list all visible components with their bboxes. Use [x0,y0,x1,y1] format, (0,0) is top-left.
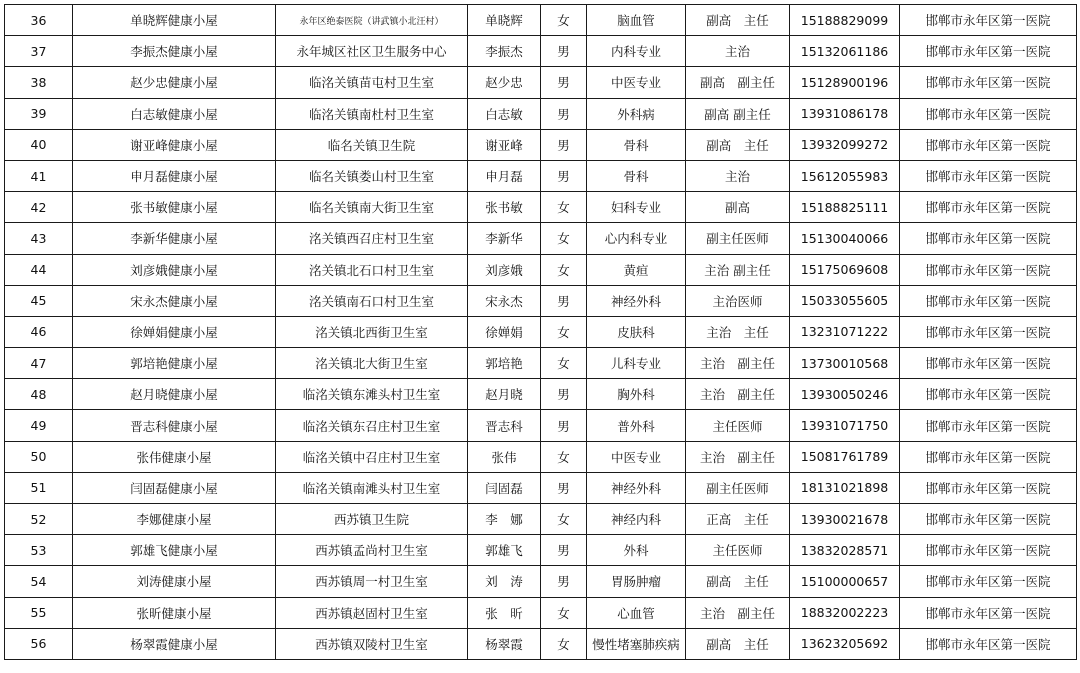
clinic-location-cell: 临名关镇卫生院 [276,129,468,160]
hospital-cell: 邯郸市永年区第一医院 [900,223,1077,254]
phone-number-cell: 13930021678 [790,504,900,535]
title-cell: 主任医师 [686,535,790,566]
specialty-cell: 神经外科 [587,472,686,503]
specialty-cell: 胸外科 [587,379,686,410]
doctor-name-cell: 刘 涛 [468,566,541,597]
clinic-location-cell: 洺关镇西召庄村卫生室 [276,223,468,254]
phone-number-cell: 15081761789 [790,441,900,472]
phone-number-cell: 13231071222 [790,316,900,347]
health-hut-name-cell: 申月磊健康小屋 [73,160,276,191]
health-hut-name-cell: 宋永杰健康小屋 [73,285,276,316]
phone-number-cell: 15128900196 [790,67,900,98]
table-row [5,504,1077,535]
title-cell: 主治 副主任 [686,441,790,472]
row-number-cell: 56 [5,628,73,659]
gender-cell: 女 [541,316,587,347]
hospital-cell: 邯郸市永年区第一医院 [900,98,1077,129]
health-hut-name-cell: 赵月晓健康小屋 [73,379,276,410]
doctor-name-cell: 张书敏 [468,192,541,223]
health-hut-name-cell: 张伟健康小屋 [73,441,276,472]
title-cell: 副高 副主任 [686,67,790,98]
hospital-cell: 邯郸市永年区第一医院 [900,348,1077,379]
health-hut-name-cell: 赵少忠健康小屋 [73,67,276,98]
clinic-location-cell: 临洺关镇南滩头村卫生室 [276,472,468,503]
gender-cell: 女 [541,192,587,223]
phone-number-cell: 18832002223 [790,597,900,628]
row-number-cell: 43 [5,223,73,254]
gender-cell: 女 [541,597,587,628]
gender-cell: 男 [541,36,587,67]
title-cell: 副主任医师 [686,472,790,503]
hospital-cell: 邯郸市永年区第一医院 [900,160,1077,191]
health-hut-name-cell: 李娜健康小屋 [73,504,276,535]
health-hut-name-cell: 李新华健康小屋 [73,223,276,254]
hospital-cell: 邯郸市永年区第一医院 [900,285,1077,316]
phone-number-cell: 13832028571 [790,535,900,566]
doctor-name-cell: 闫固磊 [468,472,541,503]
roster-body [5,5,1077,660]
table-row [5,316,1077,347]
table-row [5,379,1077,410]
health-hut-name-cell: 李振杰健康小屋 [73,36,276,67]
title-cell: 主治 [686,36,790,67]
row-number-cell: 44 [5,254,73,285]
phone-number-cell: 13931071750 [790,410,900,441]
gender-cell: 男 [541,67,587,98]
clinic-location-cell: 临洺关镇东滩头村卫生室 [276,379,468,410]
gender-cell: 男 [541,129,587,160]
specialty-cell: 神经内科 [587,504,686,535]
specialty-cell: 心血管 [587,597,686,628]
table-row [5,67,1077,98]
title-cell: 副高 主任 [686,5,790,36]
specialty-cell: 普外科 [587,410,686,441]
doctor-name-cell: 徐婵娟 [468,316,541,347]
phone-number-cell: 13931086178 [790,98,900,129]
clinic-location-cell: 永年区绝泰医院（讲武镇小北汪村） [276,5,468,36]
specialty-cell: 骨科 [587,160,686,191]
title-cell: 副高 副主任 [686,98,790,129]
specialty-cell: 中医专业 [587,441,686,472]
title-cell: 正高 主任 [686,504,790,535]
doctor-name-cell: 谢亚峰 [468,129,541,160]
health-hut-name-cell: 闫固磊健康小屋 [73,472,276,503]
hospital-cell: 邯郸市永年区第一医院 [900,441,1077,472]
clinic-location-cell: 临名关镇南大街卫生室 [276,192,468,223]
row-number-cell: 40 [5,129,73,160]
doctor-name-cell: 郭雄飞 [468,535,541,566]
health-hut-name-cell: 杨翠霞健康小屋 [73,628,276,659]
table-row [5,254,1077,285]
doctor-name-cell: 李新华 [468,223,541,254]
phone-number-cell: 15132061186 [790,36,900,67]
clinic-location-cell: 永年城区社区卫生服务中心 [276,36,468,67]
specialty-cell: 皮肤科 [587,316,686,347]
title-cell: 副高 主任 [686,566,790,597]
row-number-cell: 41 [5,160,73,191]
table-row [5,441,1077,472]
title-cell: 副主任医师 [686,223,790,254]
gender-cell: 男 [541,535,587,566]
hospital-cell: 邯郸市永年区第一医院 [900,254,1077,285]
title-cell: 主治 副主任 [686,379,790,410]
doctor-name-cell: 赵月晓 [468,379,541,410]
doctor-name-cell: 宋永杰 [468,285,541,316]
title-cell: 主任医师 [686,410,790,441]
title-cell: 主治 主任 [686,316,790,347]
title-cell: 主治医师 [686,285,790,316]
clinic-location-cell: 临洺关镇苗屯村卫生室 [276,67,468,98]
hospital-cell: 邯郸市永年区第一医院 [900,504,1077,535]
gender-cell: 女 [541,504,587,535]
table-row [5,535,1077,566]
health-hut-name-cell: 单晓辉健康小屋 [73,5,276,36]
doctor-name-cell: 白志敏 [468,98,541,129]
clinic-location-cell: 洺关镇北石口村卫生室 [276,254,468,285]
phone-number-cell: 15188825111 [790,192,900,223]
health-hut-name-cell: 刘彦娥健康小屋 [73,254,276,285]
hospital-cell: 邯郸市永年区第一医院 [900,472,1077,503]
table-row [5,628,1077,659]
health-hut-name-cell: 郭雄飞健康小屋 [73,535,276,566]
clinic-location-cell: 洺关镇北西街卫生室 [276,316,468,347]
clinic-location-cell: 洺关镇北大街卫生室 [276,348,468,379]
title-cell: 副高 主任 [686,129,790,160]
specialty-cell: 外科病 [587,98,686,129]
specialty-cell: 神经外科 [587,285,686,316]
table-row [5,192,1077,223]
doctor-name-cell: 李振杰 [468,36,541,67]
title-cell: 主治 副主任 [686,348,790,379]
phone-number-cell: 18131021898 [790,472,900,503]
specialty-cell: 妇科专业 [587,192,686,223]
specialty-cell: 内科专业 [587,36,686,67]
table-row [5,98,1077,129]
health-hut-name-cell: 谢亚峰健康小屋 [73,129,276,160]
row-number-cell: 36 [5,5,73,36]
gender-cell: 男 [541,379,587,410]
clinic-location-cell: 西苏镇双陵村卫生室 [276,628,468,659]
table-row [5,285,1077,316]
clinic-location-cell: 临洺关镇南杜村卫生室 [276,98,468,129]
table-row [5,410,1077,441]
doctor-name-cell: 晋志科 [468,410,541,441]
row-number-cell: 47 [5,348,73,379]
table-row [5,36,1077,67]
clinic-location-cell: 西苏镇周一村卫生室 [276,566,468,597]
hospital-cell: 邯郸市永年区第一医院 [900,192,1077,223]
row-number-cell: 39 [5,98,73,129]
clinic-location-cell: 临洺关镇东召庄村卫生室 [276,410,468,441]
health-hut-name-cell: 晋志科健康小屋 [73,410,276,441]
specialty-cell: 儿科专业 [587,348,686,379]
row-number-cell: 42 [5,192,73,223]
clinic-location-cell: 西苏镇卫生院 [276,504,468,535]
table-row [5,129,1077,160]
specialty-cell: 脑血管 [587,5,686,36]
phone-number-cell: 13932099272 [790,129,900,160]
health-hut-name-cell: 白志敏健康小屋 [73,98,276,129]
gender-cell: 女 [541,441,587,472]
gender-cell: 男 [541,566,587,597]
doctor-name-cell: 单晓辉 [468,5,541,36]
row-number-cell: 37 [5,36,73,67]
hospital-cell: 邯郸市永年区第一医院 [900,379,1077,410]
title-cell: 主治 副主任 [686,597,790,628]
doctor-name-cell: 张伟 [468,441,541,472]
health-hut-name-cell: 张昕健康小屋 [73,597,276,628]
specialty-cell: 心内科专业 [587,223,686,254]
doctor-name-cell: 李 娜 [468,504,541,535]
phone-number-cell: 13730010568 [790,348,900,379]
title-cell: 主治 [686,160,790,191]
row-number-cell: 50 [5,441,73,472]
title-cell: 副高 主任 [686,628,790,659]
gender-cell: 女 [541,254,587,285]
gender-cell: 男 [541,285,587,316]
row-number-cell: 38 [5,67,73,98]
title-cell: 主治 副主任 [686,254,790,285]
table-row [5,566,1077,597]
title-cell: 副高 [686,192,790,223]
specialty-cell: 慢性堵塞肺疾病 [587,628,686,659]
table-row [5,160,1077,191]
phone-number-cell: 15188829099 [790,5,900,36]
hospital-cell: 邯郸市永年区第一医院 [900,67,1077,98]
row-number-cell: 52 [5,504,73,535]
table-row [5,5,1077,36]
gender-cell: 男 [541,98,587,129]
specialty-cell: 黄疸 [587,254,686,285]
health-hut-name-cell: 徐婵娟健康小屋 [73,316,276,347]
hospital-cell: 邯郸市永年区第一医院 [900,566,1077,597]
doctor-name-cell: 张 昕 [468,597,541,628]
table-row [5,348,1077,379]
health-hut-name-cell: 张书敏健康小屋 [73,192,276,223]
health-hut-name-cell: 刘涛健康小屋 [73,566,276,597]
hospital-cell: 邯郸市永年区第一医院 [900,628,1077,659]
row-number-cell: 53 [5,535,73,566]
table-row [5,223,1077,254]
gender-cell: 女 [541,348,587,379]
gender-cell: 女 [541,5,587,36]
health-hut-roster-table [4,4,1077,660]
row-number-cell: 45 [5,285,73,316]
doctor-name-cell: 赵少忠 [468,67,541,98]
phone-number-cell: 13623205692 [790,628,900,659]
clinic-location-cell: 洺关镇南石口村卫生室 [276,285,468,316]
clinic-location-cell: 西苏镇赵固村卫生室 [276,597,468,628]
phone-number-cell: 15175069608 [790,254,900,285]
phone-number-cell: 15033055605 [790,285,900,316]
gender-cell: 男 [541,410,587,441]
doctor-name-cell: 申月磊 [468,160,541,191]
hospital-cell: 邯郸市永年区第一医院 [900,410,1077,441]
row-number-cell: 46 [5,316,73,347]
phone-number-cell: 15612055983 [790,160,900,191]
phone-number-cell: 15100000657 [790,566,900,597]
specialty-cell: 骨科 [587,129,686,160]
specialty-cell: 外科 [587,535,686,566]
gender-cell: 女 [541,628,587,659]
gender-cell: 男 [541,472,587,503]
table-row [5,472,1077,503]
table-row [5,597,1077,628]
hospital-cell: 邯郸市永年区第一医院 [900,36,1077,67]
phone-number-cell: 15130040066 [790,223,900,254]
health-hut-name-cell: 郭培艳健康小屋 [73,348,276,379]
row-number-cell: 54 [5,566,73,597]
clinic-location-cell: 临洺关镇中召庄村卫生室 [276,441,468,472]
clinic-location-cell: 临名关镇娄山村卫生室 [276,160,468,191]
gender-cell: 女 [541,223,587,254]
specialty-cell: 中医专业 [587,67,686,98]
row-number-cell: 51 [5,472,73,503]
phone-number-cell: 13930050246 [790,379,900,410]
hospital-cell: 邯郸市永年区第一医院 [900,535,1077,566]
hospital-cell: 邯郸市永年区第一医院 [900,597,1077,628]
doctor-name-cell: 郭培艳 [468,348,541,379]
hospital-cell: 邯郸市永年区第一医院 [900,316,1077,347]
clinic-location-cell: 西苏镇孟尚村卫生室 [276,535,468,566]
doctor-name-cell: 刘彦娥 [468,254,541,285]
row-number-cell: 49 [5,410,73,441]
hospital-cell: 邯郸市永年区第一医院 [900,129,1077,160]
specialty-cell: 胃肠肿瘤 [587,566,686,597]
gender-cell: 男 [541,160,587,191]
doctor-name-cell: 杨翠霞 [468,628,541,659]
row-number-cell: 48 [5,379,73,410]
hospital-cell: 邯郸市永年区第一医院 [900,5,1077,36]
row-number-cell: 55 [5,597,73,628]
